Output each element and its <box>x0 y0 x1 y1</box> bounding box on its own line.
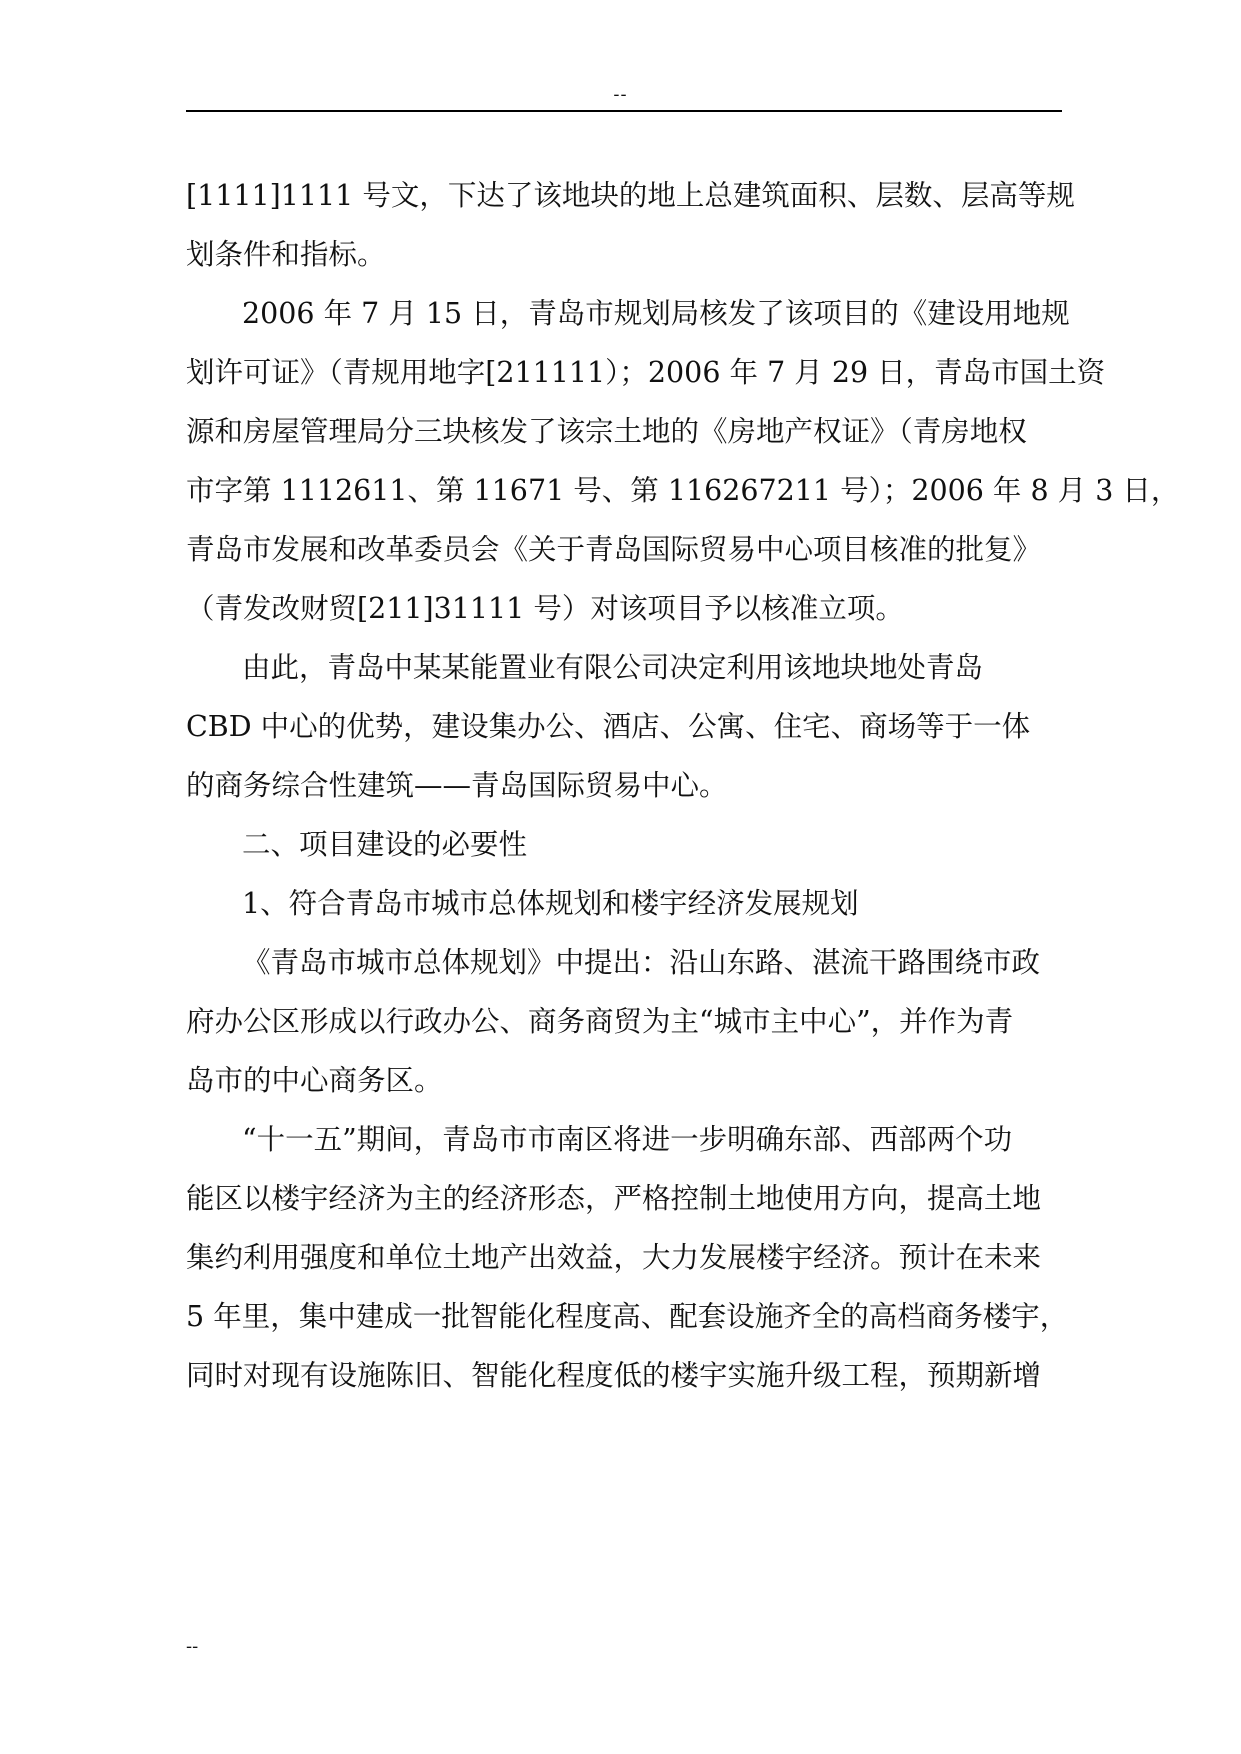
text-line: 同时对现有设施陈旧、智能化程度低的楼宇实施升级工程，预期新增 <box>186 1359 1042 1392</box>
text-line: 划条件和指标。 <box>186 238 386 271</box>
page-footer-mark: -- <box>186 1636 199 1657</box>
page-header-mark: -- <box>613 84 628 105</box>
text-line: 由此，青岛中某某能置业有限公司决定利用该地块地处青岛 <box>242 651 984 684</box>
text-line: 2006 年 7 月 15 日，青岛市规划局核发了该项目的《建设用地规 <box>242 297 1070 330</box>
text-line: 划许可证》（青规用地字[211111）；2006 年 7 月 29 日，青岛市国土资 <box>186 356 1106 389</box>
text-line: 岛市的中心商务区。 <box>186 1064 443 1097</box>
text-line: 源和房屋管理局分三块核发了该宗土地的《房地产权证》（青房地权 <box>186 415 1027 448</box>
text-line: 《青岛市城市总体规划》中提出：沿山东路、湛流干路围绕市政 <box>242 946 1041 979</box>
text-line: 能区以楼宇经济为主的经济形态，严格控制土地使用方向，提高土地 <box>186 1182 1042 1215</box>
text-line: 集约利用强度和单位土地产出效益，大力发展楼宇经济。预计在未来 <box>186 1241 1042 1274</box>
subsection-heading: 1、符合青岛市城市总体规划和楼宇经济发展规划 <box>242 887 859 920</box>
text-line: 青岛市发展和改革委员会《关于青岛国际贸易中心项目核准的批复》 <box>186 533 1042 566</box>
text-line: “十一五”期间，青岛市市南区将进一步明确东部、西部两个功 <box>242 1123 1013 1156</box>
text-line: 5 年里，集中建成一批智能化程度高、配套设施齐全的高档商务楼宇， <box>186 1300 1069 1333</box>
text-line: （青发改财贸[211]31111 号）对该项目予以核准立项。 <box>186 592 904 625</box>
text-line: 的商务综合性建筑——青岛国际贸易中心。 <box>186 769 728 802</box>
text-line: 市字第 1112611、第 11671 号、第 116267211 号）；2006 年 8 月 3 日， <box>186 474 1180 507</box>
header-rule <box>186 110 1062 112</box>
section-heading: 二、项目建设的必要性 <box>242 828 528 861</box>
text-line: CBD 中心的优势，建设集办公、酒店、公寓、住宅、商场等于一体 <box>186 710 1031 743</box>
text-line: 府办公区形成以行政办公、商务商贸为主“城市主中心”，并作为青 <box>186 1005 1014 1038</box>
text-line: [1111]1111 号文，下达了该地块的地上总建筑面积、层数、层高等规 <box>186 179 1075 212</box>
